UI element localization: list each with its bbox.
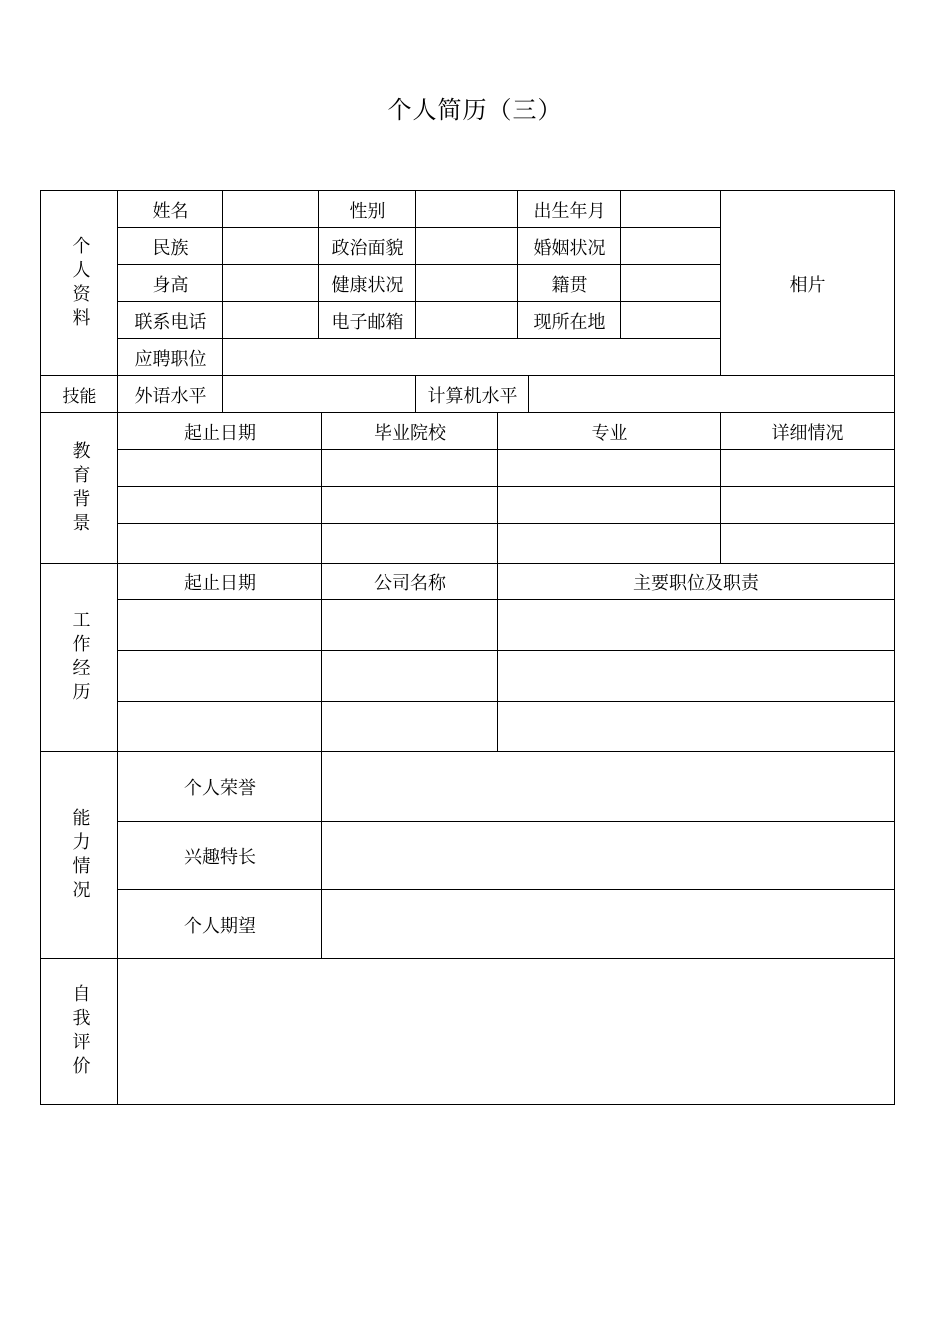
edu-cell[interactable] xyxy=(497,486,721,524)
edu-header-school: 毕业院校 xyxy=(321,412,498,450)
edu-cell[interactable] xyxy=(720,449,895,487)
work-cell[interactable] xyxy=(321,650,498,702)
edu-cell[interactable] xyxy=(720,523,895,564)
work-cell[interactable] xyxy=(497,701,895,752)
work-cell[interactable] xyxy=(117,650,322,702)
computer-field[interactable] xyxy=(528,375,895,413)
edu-cell[interactable] xyxy=(497,523,721,564)
phone-field[interactable] xyxy=(222,301,319,339)
political-field[interactable] xyxy=(415,227,518,265)
self-eval-field[interactable] xyxy=(117,958,895,1105)
honors-label: 个人荣誉 xyxy=(117,751,322,822)
honors-field[interactable] xyxy=(321,751,895,822)
section-personal-label: 个人资料 xyxy=(69,235,91,332)
health-field[interactable] xyxy=(415,264,518,302)
health-label: 健康状况 xyxy=(318,264,416,302)
section-self-eval xyxy=(40,958,118,1105)
section-education-label: 教育背景 xyxy=(69,440,91,537)
section-work-label: 工作经历 xyxy=(69,610,91,706)
name-label: 姓名 xyxy=(117,190,223,228)
position-label: 应聘职位 xyxy=(117,338,223,376)
gender-field[interactable] xyxy=(415,190,518,228)
work-cell[interactable] xyxy=(321,701,498,752)
gender-label: 性别 xyxy=(318,190,416,228)
work-header-duties: 主要职位及职责 xyxy=(497,563,895,600)
edu-cell[interactable] xyxy=(117,449,322,487)
work-header-date: 起止日期 xyxy=(117,563,322,600)
edu-cell[interactable] xyxy=(321,449,498,487)
section-ability xyxy=(40,751,118,959)
location-label: 现所在地 xyxy=(517,301,621,339)
email-field[interactable] xyxy=(415,301,518,339)
birth-field[interactable] xyxy=(620,190,721,228)
position-field[interactable] xyxy=(222,338,721,376)
origin-label: 籍贯 xyxy=(517,264,621,302)
interests-field[interactable] xyxy=(321,821,895,890)
edu-header-date: 起止日期 xyxy=(117,412,322,450)
birth-label: 出生年月 xyxy=(517,190,621,228)
work-cell[interactable] xyxy=(321,599,498,651)
marital-label: 婚姻状况 xyxy=(517,227,621,265)
computer-label: 计算机水平 xyxy=(415,375,529,413)
origin-field[interactable] xyxy=(620,264,721,302)
marital-field[interactable] xyxy=(620,227,721,265)
section-work xyxy=(40,563,118,752)
height-field[interactable] xyxy=(222,264,319,302)
section-ability-label: 能力情况 xyxy=(69,807,91,904)
work-header-company: 公司名称 xyxy=(321,563,498,600)
work-cell[interactable] xyxy=(117,599,322,651)
expectation-field[interactable] xyxy=(321,889,895,959)
work-cell[interactable] xyxy=(497,650,895,702)
section-personal xyxy=(40,190,118,376)
expectation-label: 个人期望 xyxy=(117,889,322,959)
work-cell[interactable] xyxy=(117,701,322,752)
edu-cell[interactable] xyxy=(321,523,498,564)
edu-header-detail: 详细情况 xyxy=(720,412,895,450)
language-field[interactable] xyxy=(222,375,416,413)
height-label: 身高 xyxy=(117,264,223,302)
location-field[interactable] xyxy=(620,301,721,339)
edu-cell[interactable] xyxy=(117,523,322,564)
edu-cell[interactable] xyxy=(117,486,322,524)
photo-label: 相片 xyxy=(789,274,826,296)
ethnicity-field[interactable] xyxy=(222,227,319,265)
email-label: 电子邮箱 xyxy=(318,301,416,339)
work-cell[interactable] xyxy=(497,599,895,651)
section-skills: 技能 xyxy=(40,375,118,413)
edu-header-major: 专业 xyxy=(497,412,721,450)
phone-label: 联系电话 xyxy=(117,301,223,339)
edu-cell[interactable] xyxy=(497,449,721,487)
interests-label: 兴趣特长 xyxy=(117,821,322,890)
page-title: 个人简历（三） xyxy=(387,96,563,124)
section-education xyxy=(40,412,118,564)
edu-cell[interactable] xyxy=(720,486,895,524)
section-self-eval-label: 自我评价 xyxy=(69,983,91,1080)
language-label: 外语水平 xyxy=(117,375,223,413)
ethnicity-label: 民族 xyxy=(117,227,223,265)
photo-box[interactable] xyxy=(720,190,895,376)
political-label: 政治面貌 xyxy=(318,227,416,265)
edu-cell[interactable] xyxy=(321,486,498,524)
name-field[interactable] xyxy=(222,190,319,228)
